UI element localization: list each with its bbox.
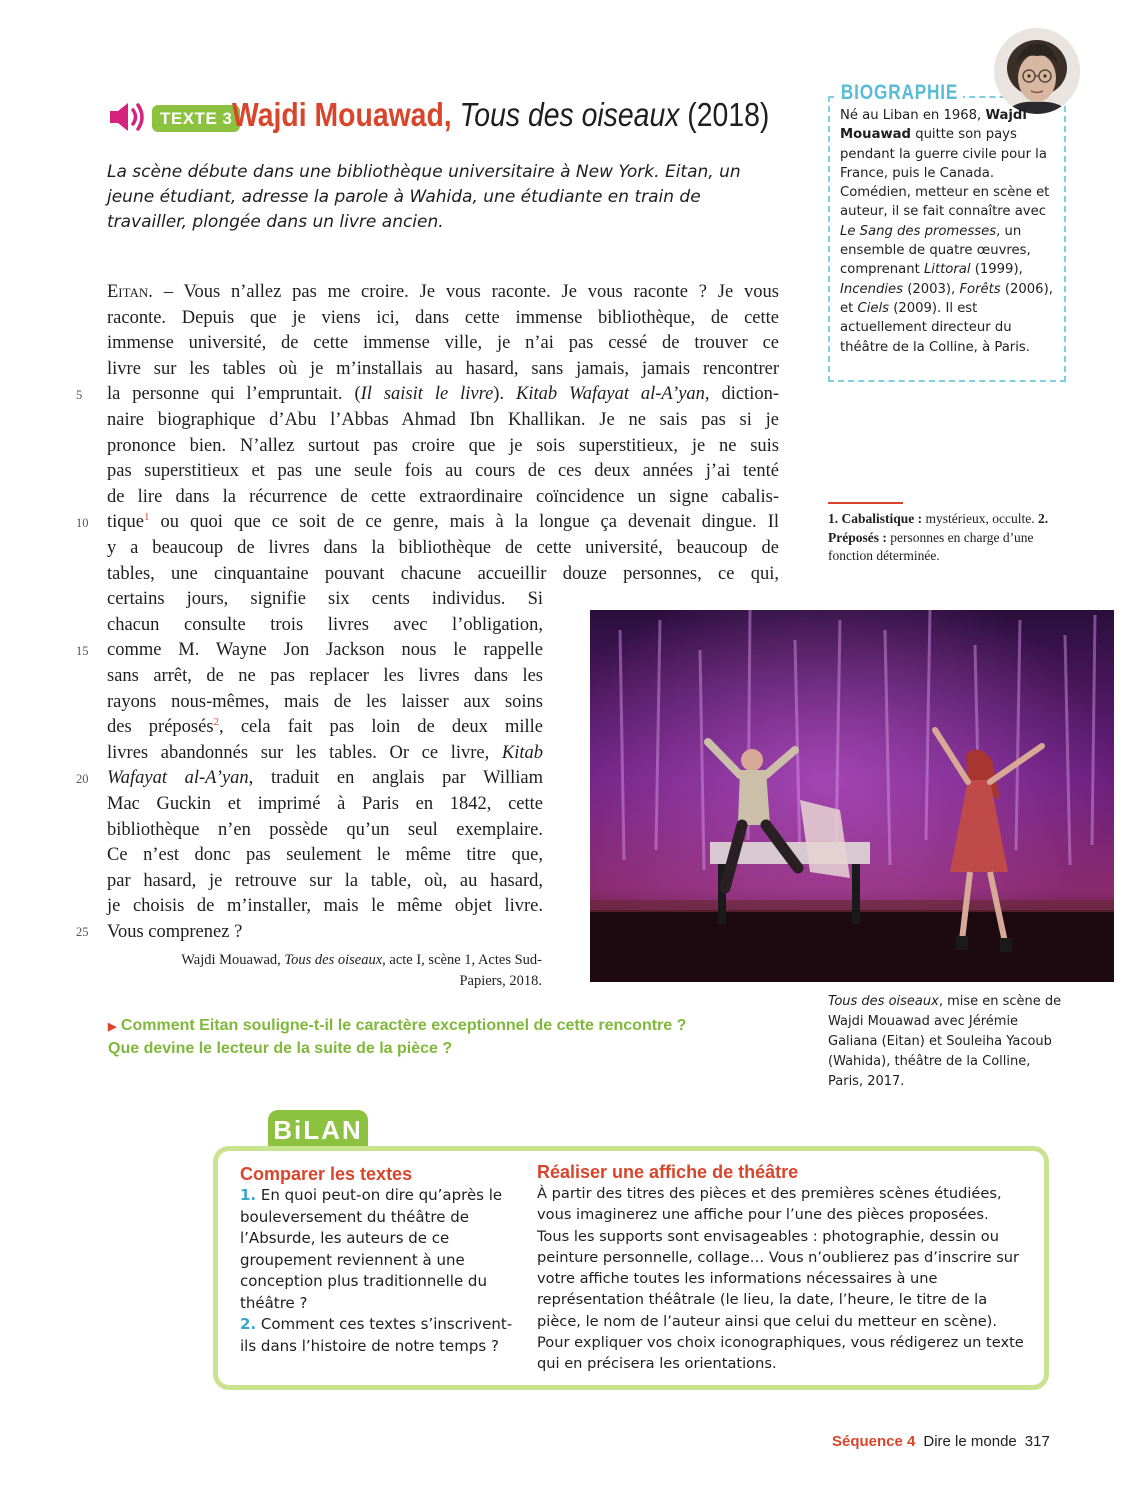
text-line: par hasard, je retrouve sur la table, où, au hasard,	[107, 870, 543, 891]
bilan-tab: BiLAN	[268, 1110, 368, 1148]
footnote-ref-1: 1	[144, 511, 150, 524]
bilan-task	[537, 1183, 1033, 1375]
footnote-divider	[828, 502, 903, 504]
title-work: Tous des oiseaux	[459, 96, 680, 133]
text-line: des préposés$^2$, cela fait pas loin de deux mille	[107, 716, 543, 738]
sequence-theme: Dire le monde	[923, 1433, 1017, 1450]
triangle-bullet-icon: ▶	[108, 1021, 117, 1033]
footnotes: 1. Cabalistique : mystérieux, occulte. 2. Préposés : personnes en charge d’une fonction déterminée.	[828, 511, 1049, 563]
text-line: naire biographique d’Abu l’Abbas Ahmad Ibn Khallikan. Je ne sais pas si je	[107, 410, 779, 430]
author-name: Wajdi Mouawad	[840, 108, 1027, 143]
text-line: livre sur les tables où je m’installais au hasard, sans jamais, jamais rencontrer	[107, 358, 779, 379]
bilan-paragraph: Pour expliquer vos choix iconographiques, vous rédigerez un texte qui en précisera les orientations.	[537, 1334, 1024, 1373]
title-year: (2018)	[687, 96, 770, 133]
bilan-questions	[240, 1185, 515, 1357]
bilan-right-heading: Réaliser une affiche de théâtre	[537, 1162, 799, 1182]
text-line: tables, une cinquantaine pouvant chacune accueillir douze personnes, ce qui,	[107, 563, 779, 584]
text-source: Wajdi Mouawad, Tous des oiseaux, acte I, scène 1, Actes Sud-Papiers, 2018.	[181, 952, 542, 989]
line-number: 5	[76, 388, 83, 402]
page-number: 317	[1024, 1433, 1050, 1450]
footnote-ref-2: 2	[213, 716, 220, 729]
text-line: y a beaucoup de livres dans la bibliothèque de cette université, beaucoup de	[107, 538, 779, 558]
text-number-badge: TEXTE 3	[152, 105, 240, 132]
text-line: livres abandonnés sur les tables. Or ce livre, Kitab	[107, 742, 543, 763]
text-line: certains jours, signifie six cents individus. Si	[107, 589, 543, 610]
sequence-label: Séquence 4	[832, 1433, 916, 1450]
author-portrait	[994, 28, 1080, 114]
biography-text: Né au Liban en 1968, Wajdi Mouawad quitte son pays pendant la guerre civile pour la France, puis le Canada. Comédien, metteur en scène et auteur, il se fait connaître avec Le Sang des promesses, un ensemble de quatre œuvres, comprenant Littoral (1999), Incendies (2003), Forêts (2006), et Ciels (2009). Il est actuellement directeur du théâtre de la Colline, à Paris.	[840, 108, 1053, 355]
text-line: Vous comprenez ?	[107, 922, 243, 942]
text-line: Eitan. – Vous n’allez pas me croire. Je vous raconte. Je vous raconte ? Je vous	[107, 282, 779, 302]
stage-photo	[590, 610, 1114, 982]
text-line: raconte. Depuis que je viens ici, dans cette immense bibliothèque, de cette	[107, 307, 779, 328]
biography-heading: BIOGRAPHIE	[836, 80, 963, 106]
text-line: comme M. Wayne Jon Jackson nous le rappelle	[107, 640, 543, 661]
speaker-name: Eitan.	[107, 282, 153, 302]
page-footer	[832, 1432, 1050, 1452]
bilan-left-heading: Comparer les textes	[240, 1164, 413, 1184]
line-number: 25	[76, 925, 89, 939]
bilan-question-1: 1. En quoi peut-on dire qu’après le bouleversement du théâtre de l’Absurde, les auteurs de ce groupement reviennent à une conception plus traditionnelle du théâtre ?	[240, 1186, 503, 1312]
text-line: la personne qui l’empruntait. (Il saisit le livre). Kitab Wafayat al-A’yan, diction-	[107, 384, 779, 405]
speaker-audio-icon[interactable]	[108, 100, 148, 134]
text-line: pas superstitieux et pas une seule fois au cours de ces deux années j’ai tenté	[107, 461, 779, 482]
text-line: Ce n’est donc pas seulement le même titre que,	[107, 845, 543, 866]
text-line: de lire dans la récurrence de cette extraordinaire coïncidence un signe cabalis-	[107, 486, 779, 507]
text-line: chacun consulte trois livres avec l’obligation,	[107, 614, 543, 635]
title-author: Wajdi Mouawad,	[232, 96, 452, 133]
scene-intro: La scène débute dans une bibliothèque universitaire à New York. Eitan, un jeune étudiant, adresse la parole à Wahida, une étudiante en train de travailler, plongée dans un livre ancien.	[107, 162, 741, 232]
text-line: immense université, de cette immense ville, je n’ai pas cessé de trouver ce	[107, 333, 779, 354]
text-line: je choisis de m’installer, mais le même objet livre.	[107, 896, 543, 917]
text-line: bibliothèque n’en possède qu’un seul exemplaire.	[107, 819, 543, 840]
bilan-question-2: 2. Comment ces textes s’inscrivent-ils dans l’histoire de notre temps ?	[240, 1315, 513, 1355]
text-line: rayons nous-mêmes, mais de les laisser aux soins	[107, 691, 543, 712]
page-title	[232, 92, 769, 138]
bilan-paragraph: À partir des titres des pièces et des premières scènes étudiées, vous imaginerez une affiche pour l’une des pièces proposées.	[537, 1185, 1002, 1224]
line-number: 15	[76, 644, 89, 658]
text-line: Wafayat al-A’yan, traduit en anglais par William	[107, 768, 543, 789]
text-line: Mac Guckin et imprimé à Paris en 1842, cette	[107, 794, 543, 814]
text-line: prononce bien. N’allez surtout pas croire que je sois superstitieux, je ne suis	[107, 435, 779, 456]
line-number: 20	[76, 772, 89, 786]
line-number: 10	[76, 516, 89, 530]
bilan-paragraph: Tous les supports sont envisageables : photographie, dessin ou peinture personnelle, collage… Vous n’oublierez pas d’inscrire sur votre affiche toutes les informations nécessaires à une représentation théâtrale (le lieu, la date, l’heure, le titre de la pièce, le nom de l’auteur ainsi que celui du metteur en scène).	[537, 1227, 1020, 1330]
reading-question: ▶ Comment Eitan souligne-t-il le caractère exceptionnel de cette rencontre ? Que devine le lecteur de la suite de la pièce ?	[108, 1017, 687, 1057]
text-line: tique$^1$ ou quoi que ce soit de ce genre, mais à la longue ça devenait dingue. Il	[107, 511, 779, 533]
photo-caption: Tous des oiseaux, mise en scène de Wajdi Mouawad avec Jérémie Galiana (Eitan) et Souleiha Yacoub (Wahida), théâtre de la Colline, Paris, 2017.	[828, 994, 1062, 1089]
text-line: sans arrêt, de ne pas replacer les livres dans les	[107, 666, 543, 686]
